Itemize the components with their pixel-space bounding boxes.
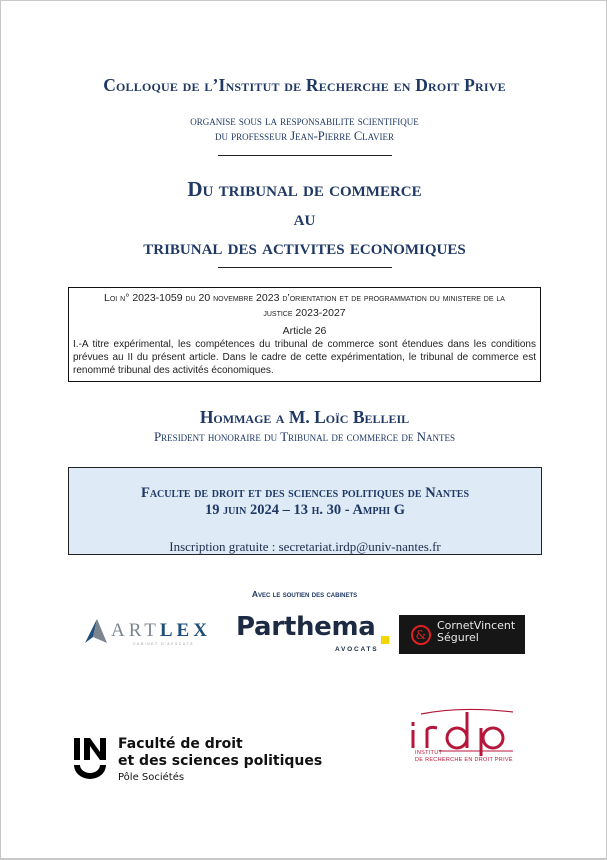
main-title-line-1: Du tribunal de commerce	[187, 177, 422, 201]
parthema-dot-icon	[381, 636, 389, 644]
divider	[218, 155, 392, 156]
law-text: I.-A titre expérimental, les compétences du tribunal de commerce sont étendues dans les conditions prévues au II du présent article. Dans le cadre de cette expérimentation, le tribunal de commerce est renommé tribunal des activités économiques.	[73, 339, 536, 376]
main-title-line-3: tribunal des activites economiques	[143, 235, 466, 259]
faculty-name-line-1: Faculté de droit	[118, 736, 243, 752]
cornet-vincent-segurel-logo	[399, 615, 525, 654]
parthema-logo	[236, 612, 396, 657]
divider	[218, 267, 392, 268]
irdp-subtitle-1: INSTITUT	[415, 750, 443, 756]
parthema-subtitle: AVOCATS	[335, 646, 379, 653]
ampersand-circle-icon: &	[411, 625, 431, 645]
colloque-title: Colloque de l’Institut de Recherche en Droit Prive	[103, 75, 506, 95]
registration-info: Inscription gratuite : secretariat.irdp@univ-nantes.fr	[169, 539, 441, 554]
sponsors-label: Avec le soutien des cabinets	[251, 589, 358, 599]
artlex-triangle-icon	[85, 619, 109, 645]
article-number: Article 26	[282, 325, 327, 337]
cornet-wordmark: CornetVincent Ségurel	[437, 619, 516, 644]
main-title	[1, 175, 607, 262]
law-excerpt-box	[68, 287, 541, 382]
faculty-logo-text	[118, 736, 322, 785]
irdp-subtitle-2: DE RECHERCHE EN DROIT PRIVÉ	[415, 757, 513, 763]
law-heading	[69, 288, 540, 321]
organiser-line-1: organise sous la responsabilite scientifique	[190, 114, 419, 128]
venue-date-time: 19 juin 2024 – 13 h. 30 - Amphi G	[204, 502, 406, 518]
faculty-department: Pôle Sociétés	[118, 772, 185, 783]
law-heading-line-1: Loi n° 2023-1059 du 20 novembre 2023 d’orientation et de programmation du ministere de la	[104, 292, 505, 304]
nantes-university-icon	[74, 738, 106, 780]
artlex-logo	[85, 618, 225, 648]
irdp-logo	[401, 696, 521, 786]
parthema-wordmark: Parthema	[236, 612, 376, 642]
artlex-subtitle: CABINET D'AVOCATS	[133, 642, 194, 646]
organiser-line-2: du professeur Jean-Pierre Clavier	[214, 129, 395, 143]
faculty-name-line-2: et des sciences politiques	[118, 753, 323, 769]
organiser-info	[1, 114, 607, 144]
hommage-title: Hommage a M. Loïc Belleil	[199, 407, 410, 427]
law-heading-line-2: justice 2023-2027	[263, 307, 346, 319]
irdp-wordmark-icon	[401, 696, 521, 756]
artlex-wordmark: ARTLEX	[111, 620, 211, 641]
main-title-line-2: au	[293, 206, 316, 230]
hommage-subtitle: President honoraire du Tribunal de commerce de Nantes	[153, 429, 456, 444]
venue-box	[68, 467, 542, 555]
venue-location: Faculte de droit et des sciences politiques de Nantes	[140, 485, 470, 501]
